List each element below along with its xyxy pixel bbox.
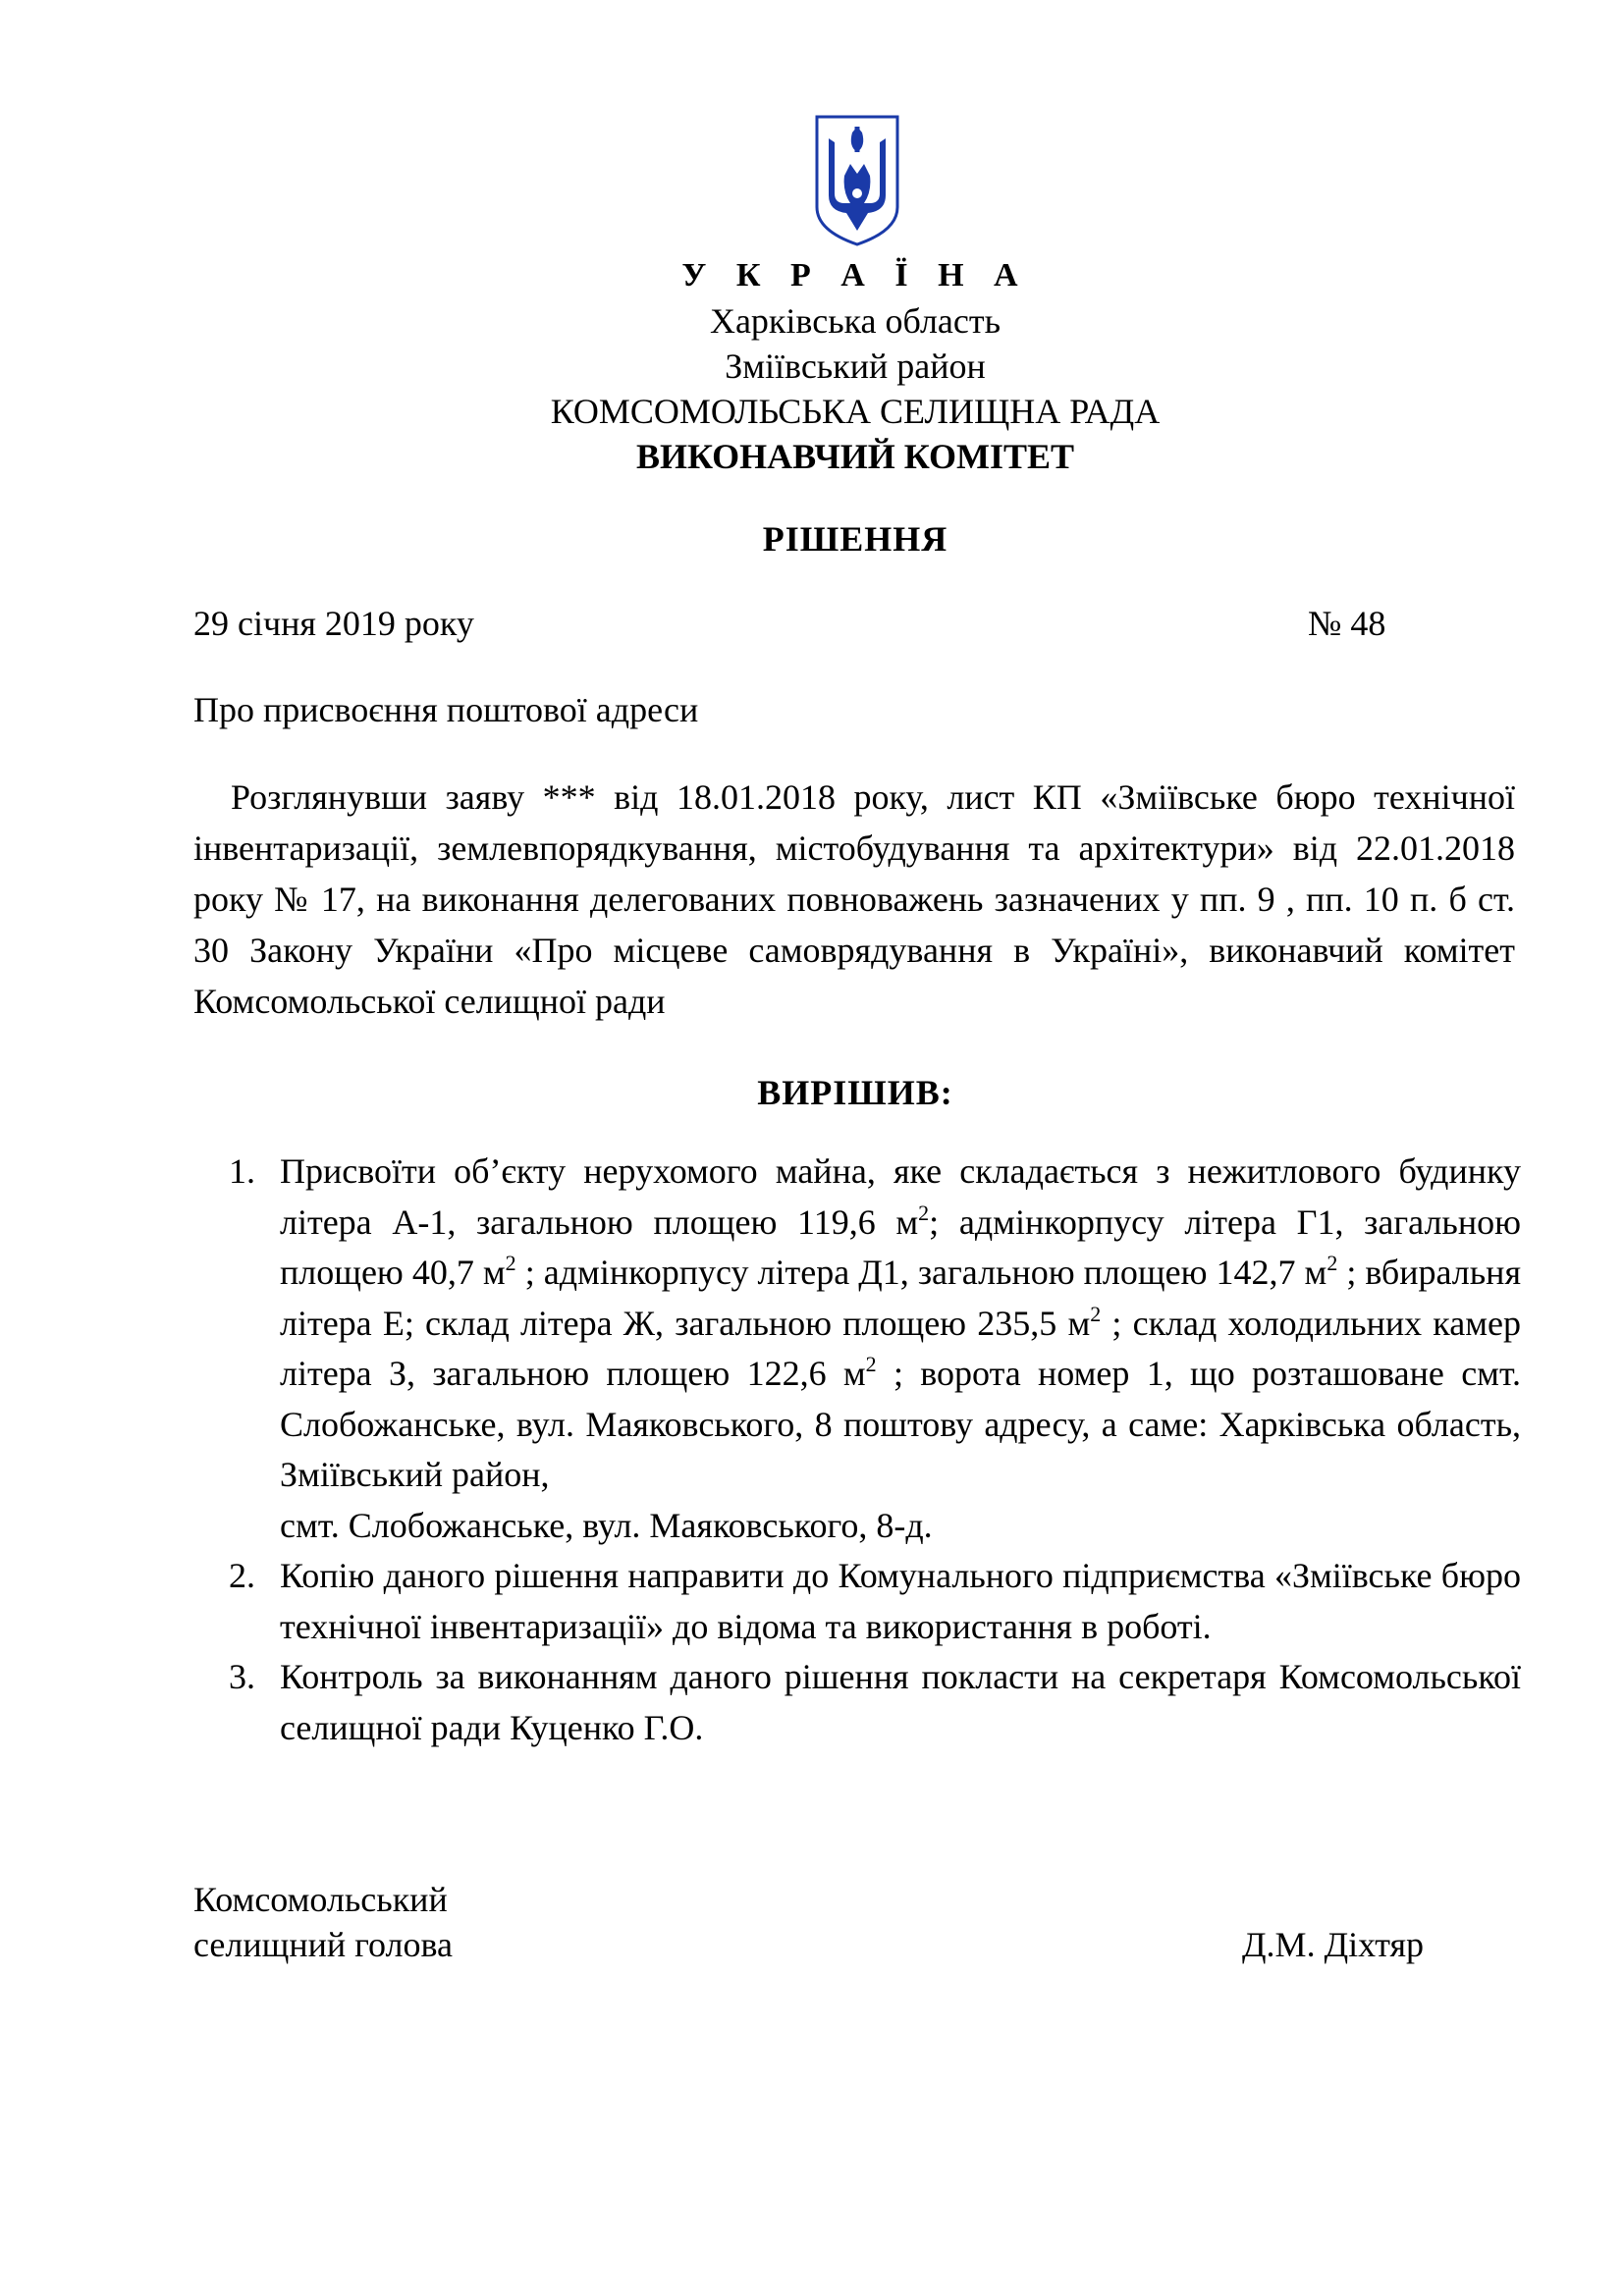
item-text-part: ; ворота номер 1, що розташоване смт. Слобожанське, вул. Маяковського, 8 поштову адресу, а саме: Харківська область, Зміївський район,	[280, 1354, 1521, 1494]
superscript: 2	[1090, 1301, 1102, 1326]
ukraine-trident-emblem-icon	[813, 113, 901, 248]
item-text-part: ; адмінкорпусу літера Д1, загальною площею 142,7 м	[515, 1253, 1327, 1292]
resolution-item-2	[229, 1551, 1521, 1652]
resolution-item-3	[229, 1652, 1521, 1753]
committee-name: ВИКОНАВЧИЙ КОМІТЕТ	[635, 437, 1075, 476]
resolution-item-1	[229, 1147, 1521, 1551]
signatory-title	[193, 1877, 453, 1967]
council-name: КОМСОМОЛЬСЬКА СЕЛИЩНА РАДА	[550, 392, 1161, 431]
resolved-heading: ВИРІШИВ:	[757, 1073, 953, 1112]
item-text-part: ; адмінкорпусу літера Г1, загальною площею 40,7 м	[280, 1201, 1521, 1292]
item-text: Копію даного рішення направити до Комунального підприємства «Зміївське бюро технічної інвентаризації» до відома та використання в роботі.	[280, 1556, 1521, 1646]
item-text-part: ; вбиральня літера Е; склад літера Ж, загальною площею 235,5 м	[280, 1253, 1521, 1343]
preamble-text: Розглянувши заяву *** від 18.01.2018 року, лист КП «Зміївське бюро технічної інвентаризації, землевпорядкування, містобудування та архітектури» від 22.01.2018 року № 17, на виконання делегованих повноважень зазначених у пп. 9 , пп. 10 п. б ст. 30 Закону України «Про місцеве самоврядування в Україні», виконавчий комітет Комсомольської селищної ради	[193, 777, 1515, 1021]
preamble-paragraph	[193, 772, 1515, 1027]
item-number: 3.	[229, 1657, 255, 1696]
superscript: 2	[505, 1251, 516, 1275]
document-header	[295, 253, 1416, 479]
item-number: 2.	[229, 1556, 255, 1595]
signatory-name: Д.М. Діхтяр	[1242, 1925, 1425, 1964]
superscript: 2	[918, 1200, 930, 1225]
superscript: 2	[865, 1352, 877, 1376]
item-text-part: Присвоїти об’єкту нерухомого майна, яке складається з нежитлового будинку літера А-1, загальною площею 119,6 м	[280, 1151, 1521, 1242]
item-text-part: смт. Слобожанське, вул. Маяковського, 8-д.	[280, 1505, 933, 1545]
item-text-part: ; склад холодильних камер літера З, загальною площею 122,6 м	[280, 1303, 1521, 1393]
document-title: РІШЕННЯ	[762, 519, 948, 559]
district-name: Зміївський район	[725, 347, 986, 386]
item-text: Контроль за виконанням даного рішення покласти на секретаря Комсомольської селищної ради Куценко Г.О.	[280, 1657, 1521, 1747]
region-name: Харківська область	[709, 301, 1001, 341]
decision-date: 29 січня 2019 року	[193, 604, 474, 643]
decision-subject: Про присвоєння поштової адреси	[193, 690, 699, 729]
country-name: У К Р А Ї Н А	[681, 257, 1029, 294]
signatory-title-line-1: Комсомольський	[193, 1880, 448, 1919]
date-number-row	[193, 601, 1393, 647]
item-number: 1.	[229, 1151, 255, 1191]
signatory-title-line-2: селищний голова	[193, 1925, 454, 1964]
resolution-items	[229, 1147, 1521, 1753]
superscript: 2	[1326, 1251, 1338, 1275]
decision-number: № 48	[1308, 604, 1386, 643]
